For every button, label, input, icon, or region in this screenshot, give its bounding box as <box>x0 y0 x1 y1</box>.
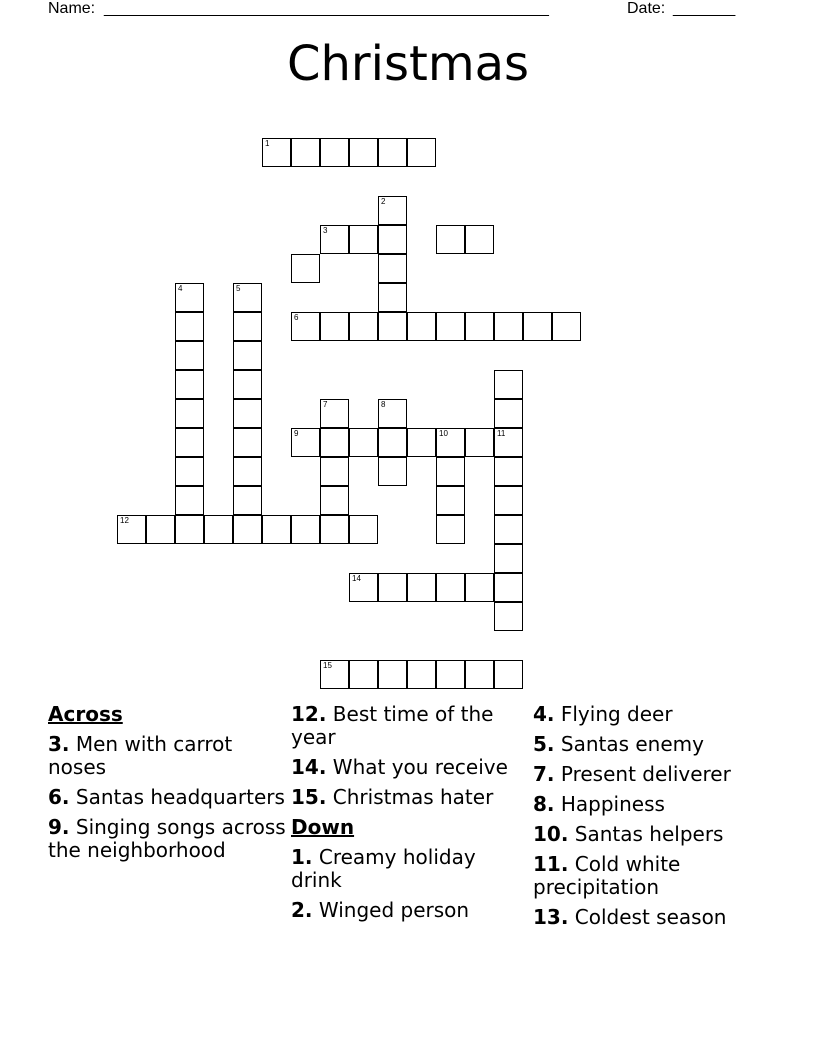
clue-item <box>48 816 286 862</box>
grid-cell[interactable] <box>552 312 581 341</box>
grid-cell[interactable] <box>175 283 204 312</box>
clue-item <box>533 853 771 899</box>
clue-number: 12. <box>291 702 327 726</box>
cell-number: 4 <box>178 284 183 293</box>
clue-text: Best time of the year <box>291 702 494 749</box>
clue-text: Present deliverer <box>554 762 731 786</box>
clue-text: Men with carrot noses <box>48 732 233 779</box>
grid-cell[interactable] <box>146 515 175 544</box>
clue-number: 10. <box>533 822 569 846</box>
grid-cell[interactable] <box>349 428 378 457</box>
cell-number: 12 <box>120 516 129 525</box>
grid-cell[interactable] <box>175 399 204 428</box>
clue-text: Winged person <box>312 898 470 922</box>
clue-text: Santas helpers <box>568 822 724 846</box>
cell-number: 1 <box>265 139 270 148</box>
cell-number: 6 <box>294 313 299 322</box>
date-label: Date: <box>627 0 666 17</box>
grid-cell[interactable] <box>378 573 407 602</box>
clue-number: 11. <box>533 852 569 876</box>
grid-cell[interactable] <box>349 312 378 341</box>
clue-column-2 <box>291 703 529 929</box>
clue-text: Creamy holiday drink <box>291 845 476 892</box>
clue-item <box>533 703 771 726</box>
grid-cell[interactable] <box>465 573 494 602</box>
clue-item <box>533 733 771 756</box>
grid-cell[interactable] <box>291 254 320 283</box>
grid-cell[interactable] <box>204 515 233 544</box>
grid-cell[interactable] <box>378 196 407 225</box>
clue-text: Cold white precipitation <box>533 852 681 899</box>
grid-cell[interactable] <box>436 573 465 602</box>
grid-cell[interactable] <box>233 283 262 312</box>
grid-cell[interactable] <box>494 312 523 341</box>
clue-item <box>48 733 286 779</box>
clue-item <box>533 763 771 786</box>
grid-cell[interactable] <box>494 428 523 457</box>
cell-number: 10 <box>439 429 448 438</box>
grid-cell[interactable] <box>436 225 465 254</box>
grid-cell[interactable] <box>436 660 465 689</box>
grid-cell[interactable] <box>378 225 407 254</box>
grid-cell[interactable] <box>349 138 378 167</box>
name-blank[interactable]: __________________________________________________ <box>104 0 549 17</box>
grid-cell[interactable] <box>175 515 204 544</box>
grid-cell[interactable] <box>494 399 523 428</box>
clue-text: Santas enemy <box>554 732 704 756</box>
grid-cell[interactable] <box>233 515 262 544</box>
cell-number: 7 <box>323 400 328 409</box>
grid-cell[interactable] <box>233 341 262 370</box>
cell-number: 9 <box>294 429 299 438</box>
name-label: Name: <box>48 0 96 17</box>
grid-cell[interactable] <box>175 370 204 399</box>
grid-cell[interactable] <box>320 486 349 515</box>
grid-cell[interactable] <box>465 428 494 457</box>
clue-item <box>291 786 529 809</box>
clue-item <box>291 703 529 749</box>
clue-item <box>291 899 529 922</box>
clue-number: 2. <box>291 898 313 922</box>
grid-cell[interactable] <box>407 138 436 167</box>
grid-cell[interactable] <box>320 138 349 167</box>
grid-cell[interactable] <box>291 428 320 457</box>
date-blank[interactable]: _______ <box>673 0 736 17</box>
grid-cell[interactable] <box>175 341 204 370</box>
section-heading: Across <box>48 702 123 726</box>
grid-cell[interactable] <box>175 428 204 457</box>
clue-item <box>533 906 771 929</box>
grid-cell[interactable] <box>233 312 262 341</box>
grid-cell[interactable] <box>494 515 523 544</box>
grid-cell[interactable] <box>349 573 378 602</box>
grid-cell[interactable] <box>436 428 465 457</box>
clue-number: 9. <box>48 815 70 839</box>
clue-item <box>533 793 771 816</box>
clue-item <box>291 846 529 892</box>
clue-number: 15. <box>291 785 327 809</box>
clue-number: 1. <box>291 845 313 869</box>
page-title: Christmas <box>286 36 529 92</box>
grid-cell[interactable] <box>407 573 436 602</box>
grid-cell[interactable] <box>262 138 291 167</box>
grid-cell[interactable] <box>233 370 262 399</box>
clue-text: Singing songs across the neighborhood <box>48 815 286 862</box>
clue-text: What you receive <box>326 755 508 779</box>
grid-cell[interactable] <box>494 486 523 515</box>
cell-number: 2 <box>381 197 386 206</box>
grid-cell[interactable] <box>349 225 378 254</box>
clue-item <box>533 823 771 846</box>
cell-number: 3 <box>323 226 328 235</box>
grid-cell[interactable] <box>436 312 465 341</box>
clue-number: 6. <box>48 785 70 809</box>
grid-cell[interactable] <box>291 312 320 341</box>
grid-cell[interactable] <box>465 225 494 254</box>
grid-cell[interactable] <box>378 254 407 283</box>
clue-number: 7. <box>533 762 555 786</box>
grid-cell[interactable] <box>494 457 523 486</box>
grid-cell[interactable] <box>407 428 436 457</box>
grid-cell[interactable] <box>291 138 320 167</box>
grid-cell[interactable] <box>175 486 204 515</box>
cell-number: 15 <box>323 661 332 670</box>
grid-cell[interactable] <box>407 312 436 341</box>
grid-cell[interactable] <box>465 312 494 341</box>
cell-number: 5 <box>236 284 241 293</box>
grid-cell[interactable] <box>436 486 465 515</box>
section-heading: Down <box>291 815 355 839</box>
grid-cell[interactable] <box>320 515 349 544</box>
cell-number: 11 <box>497 429 506 438</box>
grid-cell[interactable] <box>494 370 523 399</box>
grid-cell[interactable] <box>494 573 523 602</box>
grid-cell[interactable] <box>320 660 349 689</box>
grid-cell[interactable] <box>320 428 349 457</box>
grid-cell[interactable] <box>320 312 349 341</box>
clue-number: 8. <box>533 792 555 816</box>
clue-text: Christmas hater <box>326 785 494 809</box>
grid-cell[interactable] <box>407 660 436 689</box>
grid-cell[interactable] <box>378 399 407 428</box>
clue-item <box>48 786 286 809</box>
grid-cell[interactable] <box>523 312 552 341</box>
grid-cell[interactable] <box>465 660 494 689</box>
grid-cell[interactable] <box>494 602 523 631</box>
grid-cell[interactable] <box>349 660 378 689</box>
grid-cell[interactable] <box>117 515 146 544</box>
clue-column-1 <box>48 703 286 869</box>
grid-cell[interactable] <box>291 515 320 544</box>
grid-cell[interactable] <box>436 457 465 486</box>
clue-column-3 <box>533 703 771 936</box>
grid-cell[interactable] <box>233 457 262 486</box>
clue-number: 14. <box>291 755 327 779</box>
grid-cell[interactable] <box>320 399 349 428</box>
grid-cell[interactable] <box>378 428 407 457</box>
grid-cell[interactable] <box>349 515 378 544</box>
grid-cell[interactable] <box>262 515 291 544</box>
clue-item <box>291 756 529 779</box>
clue-text: Santas headquarters <box>69 785 285 809</box>
clue-number: 5. <box>533 732 555 756</box>
grid-cell[interactable] <box>175 312 204 341</box>
clue-number: 3. <box>48 732 70 756</box>
grid-cell[interactable] <box>233 399 262 428</box>
clue-text: Coldest season <box>568 905 727 929</box>
grid-cell[interactable] <box>378 660 407 689</box>
grid-cell[interactable] <box>320 457 349 486</box>
grid-cell[interactable] <box>494 544 523 573</box>
clue-number: 4. <box>533 702 555 726</box>
clue-text: Happiness <box>554 792 665 816</box>
cell-number: 14 <box>352 574 361 583</box>
clue-text: Flying deer <box>554 702 673 726</box>
grid-cell[interactable] <box>436 515 465 544</box>
clue-number: 13. <box>533 905 569 929</box>
cell-number: 8 <box>381 400 386 409</box>
grid-cell[interactable] <box>378 138 407 167</box>
grid-cell[interactable] <box>233 428 262 457</box>
grid-cell[interactable] <box>494 660 523 689</box>
grid-cell[interactable] <box>320 225 349 254</box>
grid-cell[interactable] <box>175 457 204 486</box>
grid-cell[interactable] <box>378 283 407 312</box>
grid-cell[interactable] <box>378 312 407 341</box>
grid-cell[interactable] <box>233 486 262 515</box>
grid-cell[interactable] <box>378 457 407 486</box>
